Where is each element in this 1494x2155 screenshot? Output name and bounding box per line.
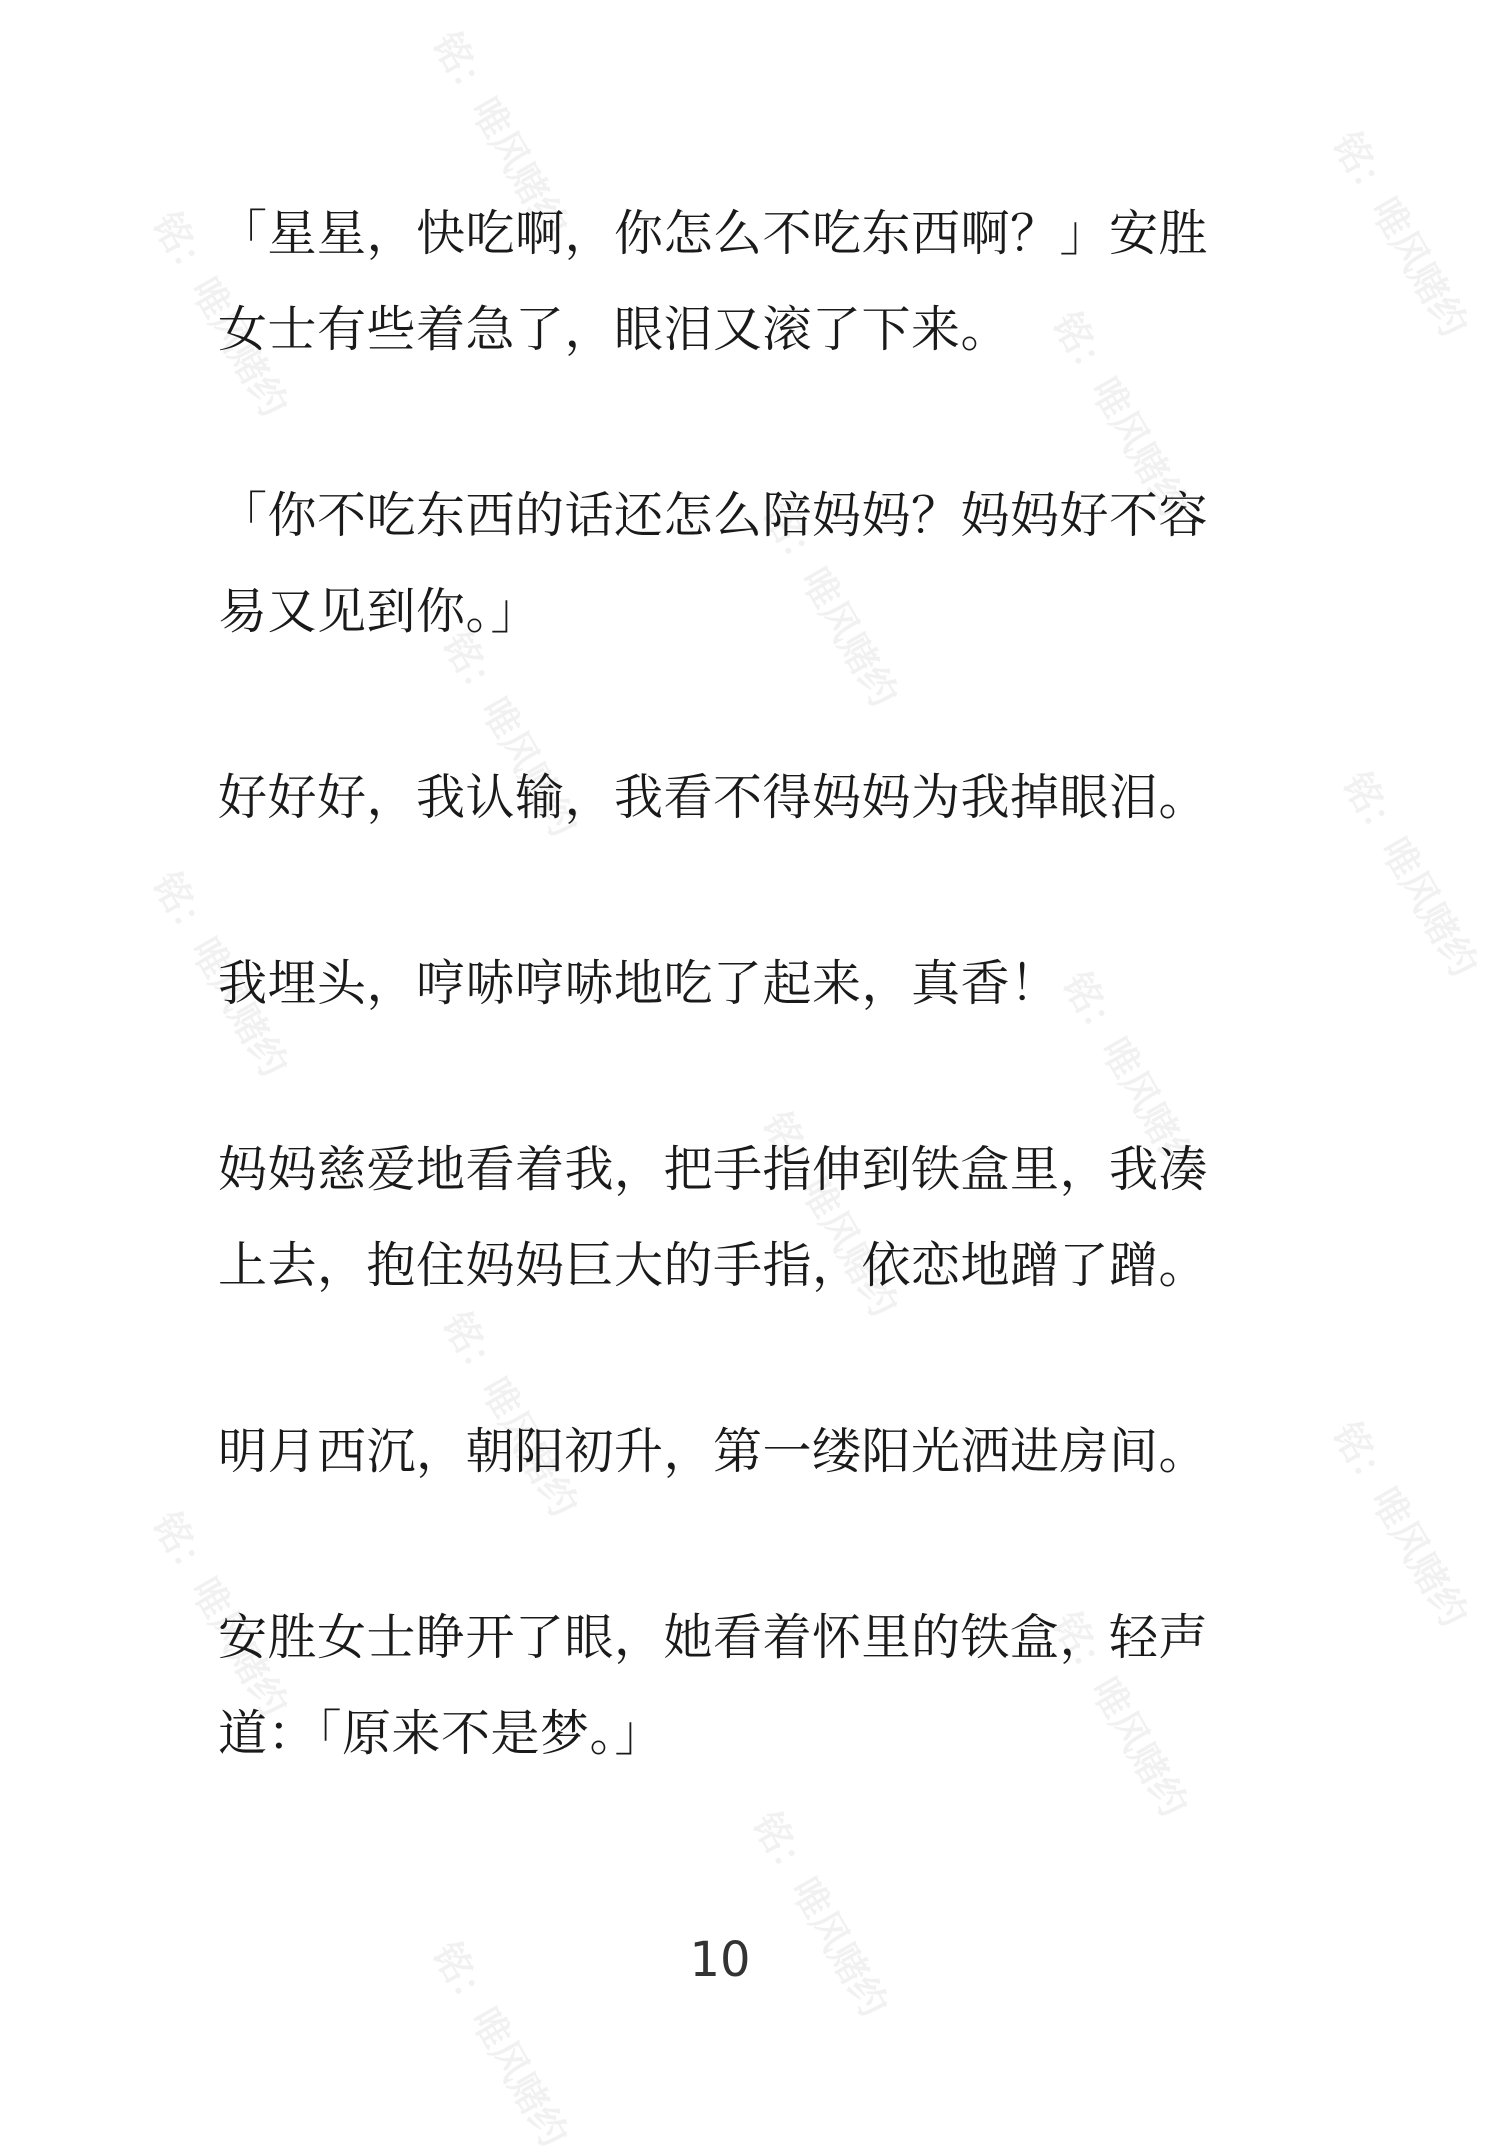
watermark: 铭：唯风赌约: [1324, 124, 1477, 344]
paragraph: 安胜女士睁开了眼，她看着怀里的铁盒，轻声道：「原来不是梦。」: [218, 1609, 1209, 1762]
paragraph: 妈妈慈爱地看着我，把手指伸到铁盒里，我凑上去，抱住妈妈巨大的手指，依恋地蹭了蹭。: [218, 1141, 1209, 1294]
watermark: 铭：唯风赌约: [754, 1104, 907, 1324]
paragraph: 「你不吃东西的话还怎么陪妈妈？妈妈好不容易又见到你。」: [218, 487, 1209, 640]
watermark: 铭：唯风赌约: [434, 624, 587, 844]
watermark: 铭：唯风赌约: [424, 24, 577, 244]
paragraph: 好好好，我认输，我看不得妈妈为我掉眼泪。: [218, 769, 1209, 826]
watermark: 铭：唯风赌约: [1044, 1604, 1197, 1824]
watermark: 铭：唯风赌约: [744, 1804, 897, 2024]
watermark: 铭：唯风赌约: [144, 1504, 297, 1724]
watermark: 铭：唯风赌约: [1324, 1414, 1477, 1634]
watermark: 铭：唯风赌约: [144, 864, 297, 1084]
watermark: 铭：唯风赌约: [144, 204, 297, 424]
watermark: 铭：唯风赌约: [1044, 304, 1197, 524]
page-number: 10: [689, 1932, 751, 1988]
watermark: 铭：唯风赌约: [434, 1304, 587, 1524]
watermark: 铭：唯风赌约: [754, 494, 907, 714]
paragraph: 我埋头，哼哧哼哧地吃了起来，真香！: [218, 955, 1060, 1012]
paragraph: 「星星，快吃啊，你怎么不吃东西啊？」安胜女士有些着急了，眼泪又滚了下来。: [218, 205, 1209, 358]
watermark: 铭：唯风赌约: [1334, 764, 1487, 984]
watermark: 铭：唯风赌约: [1054, 964, 1207, 1184]
paragraph: 明月西沉，朝阳初升，第一缕阳光洒进房间。: [218, 1423, 1209, 1480]
story-text: [218, 186, 1223, 1872]
watermark: 铭：唯风赌约: [424, 1934, 577, 2154]
